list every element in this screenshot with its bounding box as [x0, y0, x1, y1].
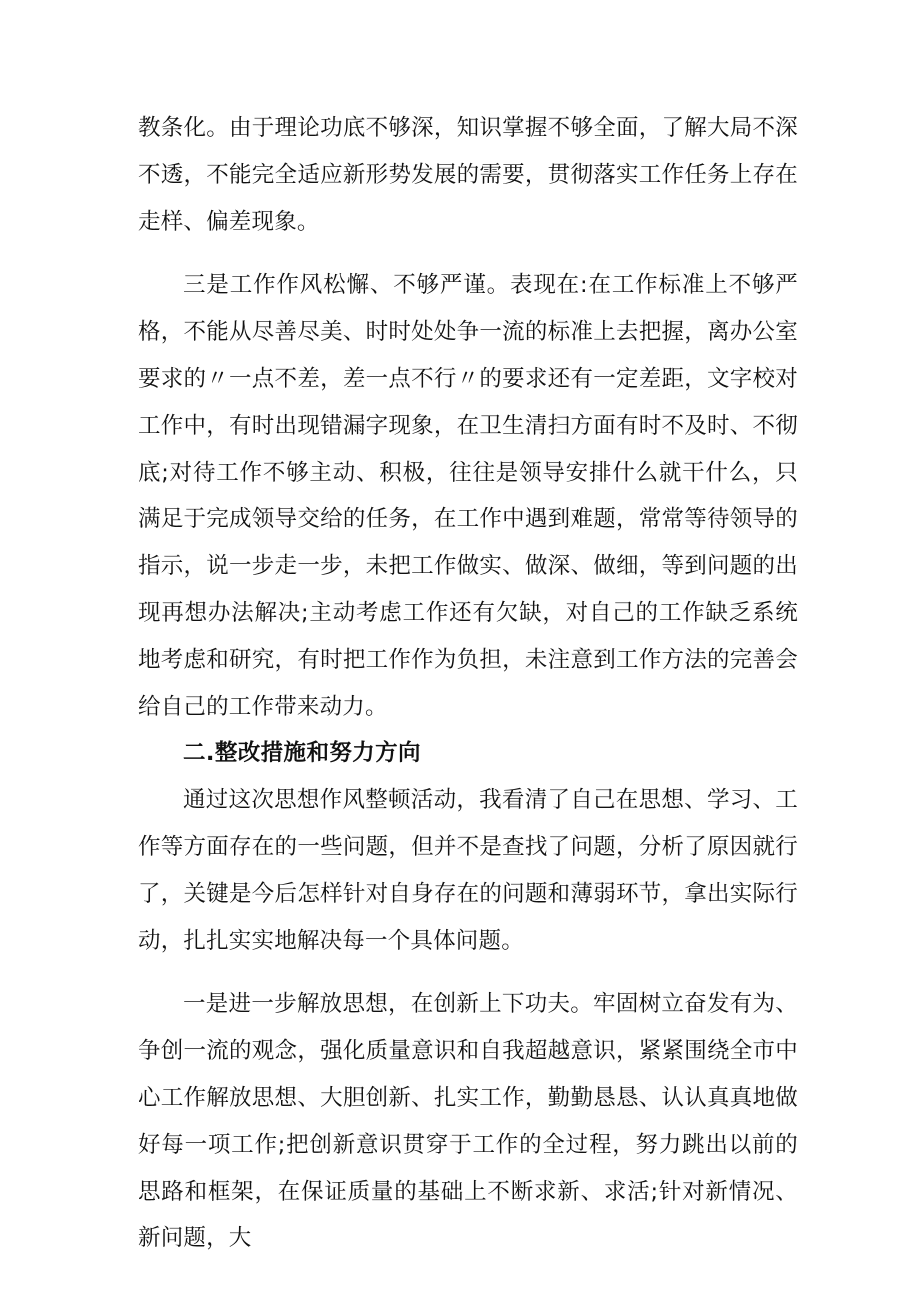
- paragraph-intro: 通过这次思想作风整顿活动，我看清了自己在思想、学习、工作等方面存在的一些问题，但并不是查找了问题，分析了原因就行了，关键是今后怎样针对自身存在的问题和薄弱环节，拿出实际行动，扎扎实实地解决每一个具体问题。: [138, 787, 798, 954]
- section-heading-two: 二.整改措施和努力方向: [183, 740, 421, 767]
- paragraph-measure-one: 一是进一步解放思想，在创新上下功夫。牢固树立奋发有为、争创一流的观念，强化质量意识和自我超越意识，紧紧围绕全市中心工作解放思想、大胆创新、扎实工作，勤勤恳恳、认认真真地做好每一项工作;把创新意识贯穿于工作的全过程，努力跳出以前的思路和框架，在保证质量的基础上不断求新、求活;针对新情况、新问题，大: [138, 991, 798, 1252]
- document-body: [138, 105, 798, 1262]
- paragraph-third-issue: 三是工作作风松懈、不够严谨。表现在:在工作标准上不够严格，不能从尽善尽美、时时处处争一流的标准上去把握，离办公室要求的〃一点不差，差一点不行〃的要求还有一定差距，文字校对工作中，有时出现错漏字现象，在卫生清扫方面有时不及时、不彻底;对待工作不够主动、积极，往往是领导安排什么就干什么，只满足于完成领导交给的任务，在工作中遇到难题，常常等待领导的指示，说一步走一步，未把工作做实、做深、做细，等到问题的出现再想办法解决;主动考虑工作还有欠缺，对自己的工作缺乏系统地考虑和研究，有时把工作作为负担，未注意到工作方法的完善会给自己的工作带来动力。: [138, 272, 798, 720]
- paragraph-continued: 教条化。由于理论功底不够深，知识掌握不够全面，了解大局不深不透，不能完全适应新形势发展的需要，贯彻落实工作任务上存在走样、偏差现象。: [138, 115, 798, 235]
